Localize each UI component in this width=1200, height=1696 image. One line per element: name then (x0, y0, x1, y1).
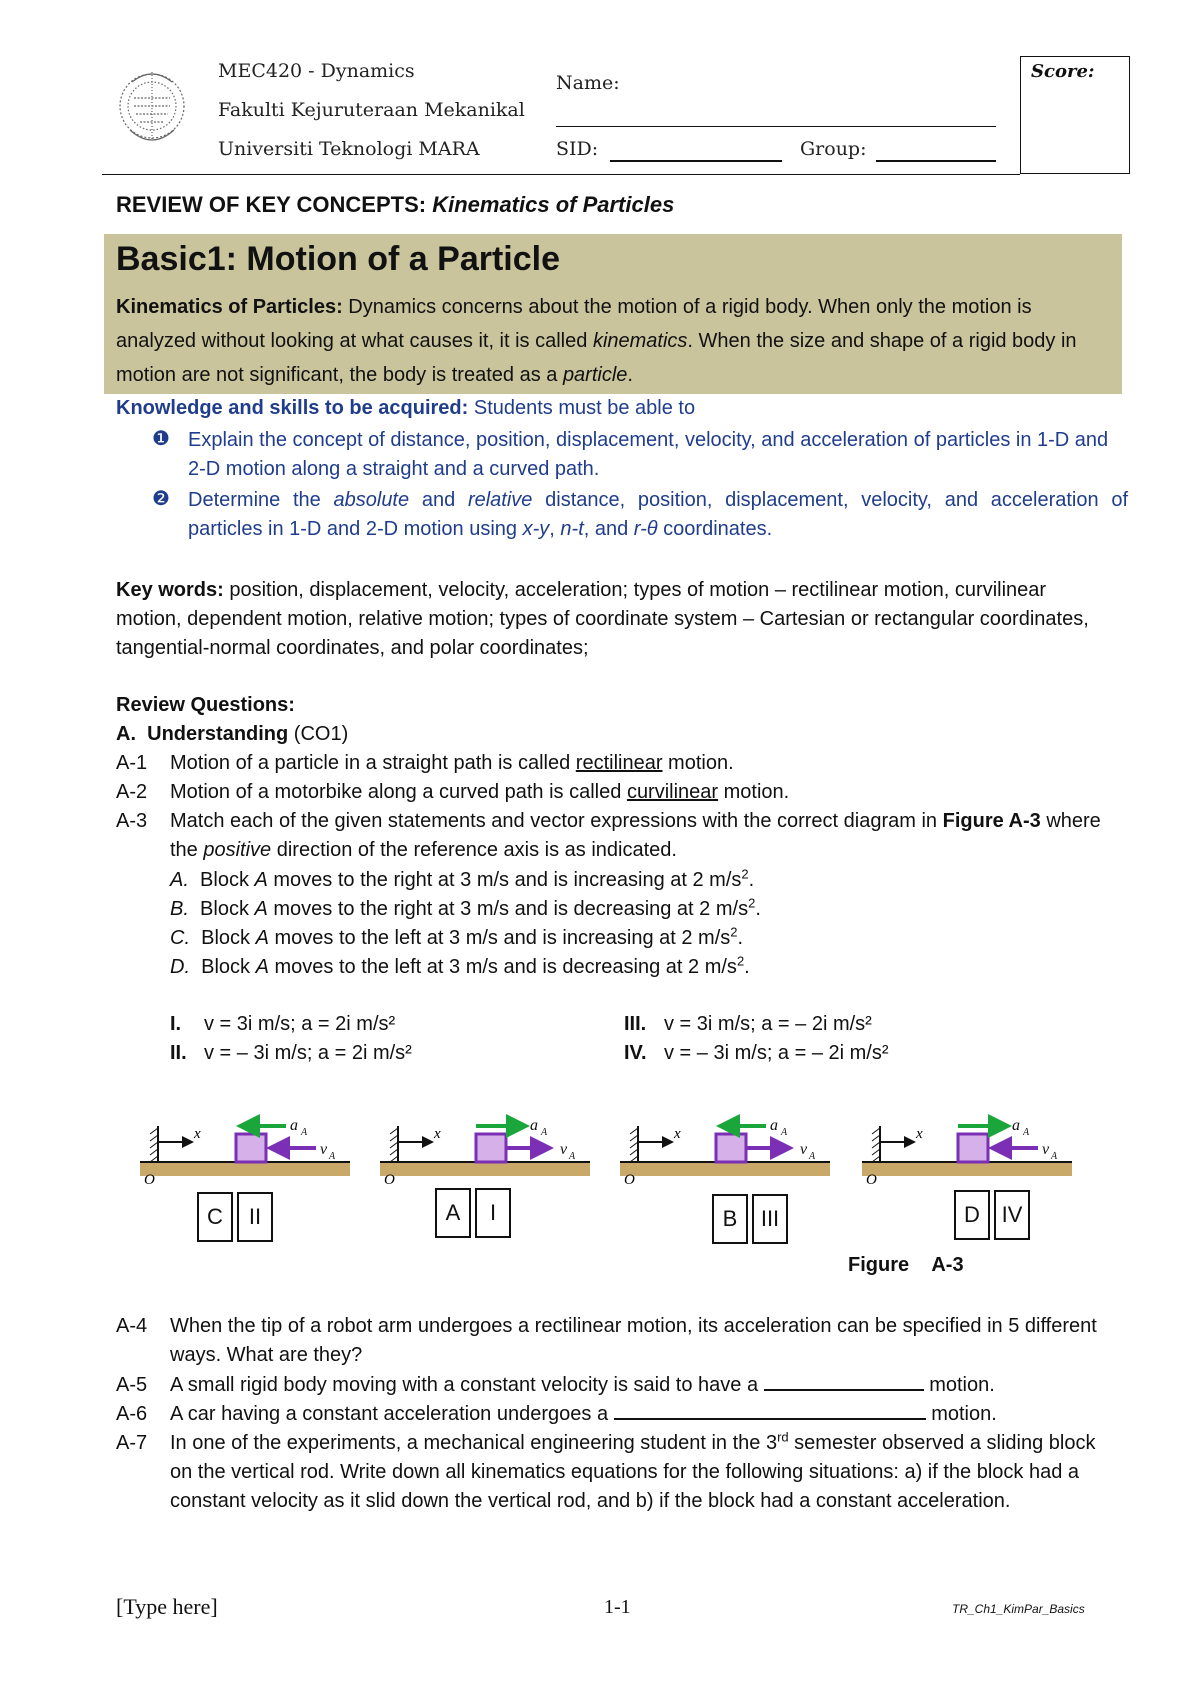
statement-b: B. Block A moves to the right at 3 m/s and is decreasing at 2 $m/s^2$. (170, 895, 761, 920)
origin-label: O (384, 1172, 395, 1188)
origin-label: O (866, 1172, 877, 1188)
score-label: Score: (1031, 61, 1095, 82)
block-a (476, 1134, 506, 1162)
university-logo (112, 58, 192, 154)
acceleration-subscript: A (1023, 1127, 1030, 1138)
score-box[interactable] (1020, 56, 1130, 174)
wall-hatch (390, 1149, 398, 1155)
expression-4: IV. v = – 3i m/s; a = – 2i m/s² (624, 1042, 889, 1064)
wall-hatch (150, 1128, 158, 1134)
review-title: REVIEW OF KEY CONCEPTS: Kinematics of Particles (116, 192, 675, 217)
question-a3: Match each of the given statements and vector expressions with the correct diagram in Figure A-3 where the positive direction of the reference axis is as indicated. (170, 810, 1101, 861)
expression-1: I. v = 3i m/s; a = 2i m/s² (170, 1013, 396, 1035)
wall-hatch (390, 1128, 398, 1134)
wall-hatch (872, 1149, 880, 1155)
ground-strip (140, 1162, 350, 1176)
question-a4: When the tip of a robot arm undergoes a rectilinear motion, its acceleration can be specified in 5 different ways. What are they? (170, 1315, 1097, 1366)
answer-box-1-roman[interactable]: II (237, 1192, 273, 1242)
header-divider (102, 174, 1020, 175)
a5-blank[interactable] (764, 1371, 924, 1391)
question-a7: In one of the experiments, a mechanical engineering student in the 3rd semester observed a sliding block on the vertical rod. Write down all kinematics equations for the following situations: a) if the block had a constant velocity as it slid down the vertical rod, and b) if the block had a constant acceleration. (170, 1429, 1096, 1512)
statement-a: A. Block A moves to the right at 3 m/s and is increasing at 2 $m/s^2$. (170, 866, 755, 891)
question-a4-number: A-4 (116, 1315, 148, 1337)
expression-2: II. v = – 3i m/s; a = 2i m/s² (170, 1042, 412, 1064)
wall-hatch (630, 1135, 638, 1141)
velocity-label: v (1042, 1141, 1050, 1158)
question-a2: Motion of a motorbike along a curved path is called curvilinear motion. (170, 781, 790, 803)
knowledge-item-1: Explain the concept of distance, position, displacement, velocity, and acceleration of particles in 1-D and 2-D motion along a straight and a curved path. (188, 429, 1109, 480)
ground-strip (620, 1162, 830, 1176)
statement-list (170, 866, 761, 982)
block-a (236, 1134, 266, 1162)
sid-label: SID: (556, 138, 599, 160)
question-a6: A car having a constant acceleration undergoes a motion. (170, 1400, 997, 1429)
ground-strip (862, 1162, 1072, 1176)
answer-box-3-roman[interactable]: III (752, 1194, 788, 1244)
acceleration-label: a (530, 1117, 538, 1134)
statement-c: C. Block A moves to the left at 3 m/s and is increasing at 2 $m/s^2$. (170, 924, 744, 949)
wall-hatch (390, 1135, 398, 1141)
answer-box-3-letter[interactable]: B (712, 1194, 748, 1244)
question-a7-number: A-7 (116, 1432, 148, 1454)
wall-hatch (630, 1149, 638, 1155)
wall-hatch (150, 1142, 158, 1148)
knowledge-item-2: Determine the absolute and relative distance, position, displacement, velocity, and acceleration of particles in 1-D and 2-D motion using x-y, n-t, and r-θ coordinates. (188, 489, 1129, 540)
origin-label: O (144, 1172, 155, 1188)
group-label: Group: (800, 138, 867, 160)
question-a5: A small rigid body moving with a constant velocity is said to have a motion. (170, 1371, 995, 1400)
question-a1-number: A-1 (116, 752, 148, 774)
course-code: MEC420 - Dynamics (218, 60, 415, 82)
keywords: Key words: position, displacement, velocity, acceleration; types of motion – rectilinear motion, curvilinear motion, dependent motion, relative motion; types of coordinate system – Cartesian or rectangular coordinates, tangential-normal coordinates, and polar coordinates; (116, 579, 1089, 659)
footer-right: TR_Ch1_KimPar_Basics (952, 1602, 1085, 1616)
knowledge-bullet-1: ❶ (152, 428, 170, 450)
basic-box (104, 234, 1122, 394)
a6-blank[interactable] (614, 1400, 926, 1420)
x-axis-label: x (674, 1126, 681, 1142)
velocity-label: v (800, 1141, 808, 1158)
acceleration-subscript: A (781, 1127, 788, 1138)
answer-box-2-roman[interactable]: I (475, 1188, 511, 1238)
acceleration-label: a (770, 1117, 778, 1134)
velocity-subscript: A (809, 1151, 816, 1162)
footer-page-number: 1-1 (604, 1596, 631, 1618)
name-field[interactable] (556, 124, 996, 127)
sid-field[interactable] (610, 158, 782, 162)
section-a-heading: A. Understanding (CO1) (116, 723, 349, 745)
velocity-subscript: A (329, 1151, 336, 1162)
wall-hatch (630, 1142, 638, 1148)
figure-caption: Figure A-3 (848, 1254, 964, 1276)
x-axis-label: x (434, 1126, 441, 1142)
answer-box-2-letter[interactable]: A (435, 1188, 471, 1238)
velocity-subscript: A (569, 1151, 576, 1162)
acceleration-label: a (290, 1117, 298, 1134)
statement-d: D. Block A moves to the left at 3 m/s and is decreasing at 2 $m/s^2$. (170, 953, 750, 978)
acceleration-subscript: A (541, 1127, 548, 1138)
wall-hatch (872, 1142, 880, 1148)
velocity-subscript: A (1051, 1151, 1058, 1162)
answer-box-4-letter[interactable]: D (954, 1190, 990, 1240)
review-questions-heading: Review Questions: (116, 694, 295, 716)
block-a (958, 1134, 988, 1162)
x-axis-label: x (194, 1126, 201, 1142)
answer-box-1-letter[interactable]: C (197, 1192, 233, 1242)
velocity-label: v (320, 1141, 328, 1158)
acceleration-subscript: A (301, 1127, 308, 1138)
wall-hatch (872, 1128, 880, 1134)
question-a6-number: A-6 (116, 1403, 148, 1425)
group-field[interactable] (876, 158, 996, 162)
ground-strip (380, 1162, 590, 1176)
question-a3-number: A-3 (116, 810, 148, 832)
origin-label: O (624, 1172, 635, 1188)
footer-left: [Type here] (116, 1594, 218, 1619)
x-axis-label: x (916, 1126, 923, 1142)
velocity-label: v (560, 1141, 568, 1158)
wall-hatch (630, 1128, 638, 1134)
basic-title: Basic1: Motion of a Particle (116, 240, 560, 278)
answer-box-4-roman[interactable]: IV (994, 1190, 1030, 1240)
question-a5-number: A-5 (116, 1374, 148, 1396)
basic-intro: Kinematics of Particles: Dynamics concerns about the motion of a rigid body. When only the motion is analyzed without looking at what causes it, it is called kinematics. When the size and shape of a rigid body in motion are not significant, the body is treated as a particle. (116, 296, 1077, 386)
knowledge-heading: Knowledge and skills to be acquired: Students must be able to (116, 397, 696, 419)
faculty-name: Fakulti Kejuruteraan Mekanikal (218, 99, 525, 121)
university-name: Universiti Teknologi MARA (218, 138, 480, 160)
knowledge-bullet-2: ❷ (152, 488, 170, 510)
name-label: Name: (556, 72, 620, 94)
wall-hatch (150, 1135, 158, 1141)
expression-3: III. v = 3i m/s; a = – 2i m/s² (624, 1013, 872, 1035)
question-a2-number: A-2 (116, 781, 148, 803)
question-a1: Motion of a particle in a straight path is called rectilinear motion. (170, 752, 734, 774)
block-a (716, 1134, 746, 1162)
wall-hatch (390, 1142, 398, 1148)
acceleration-label: a (1012, 1117, 1020, 1134)
wall-hatch (872, 1135, 880, 1141)
wall-hatch (150, 1149, 158, 1155)
